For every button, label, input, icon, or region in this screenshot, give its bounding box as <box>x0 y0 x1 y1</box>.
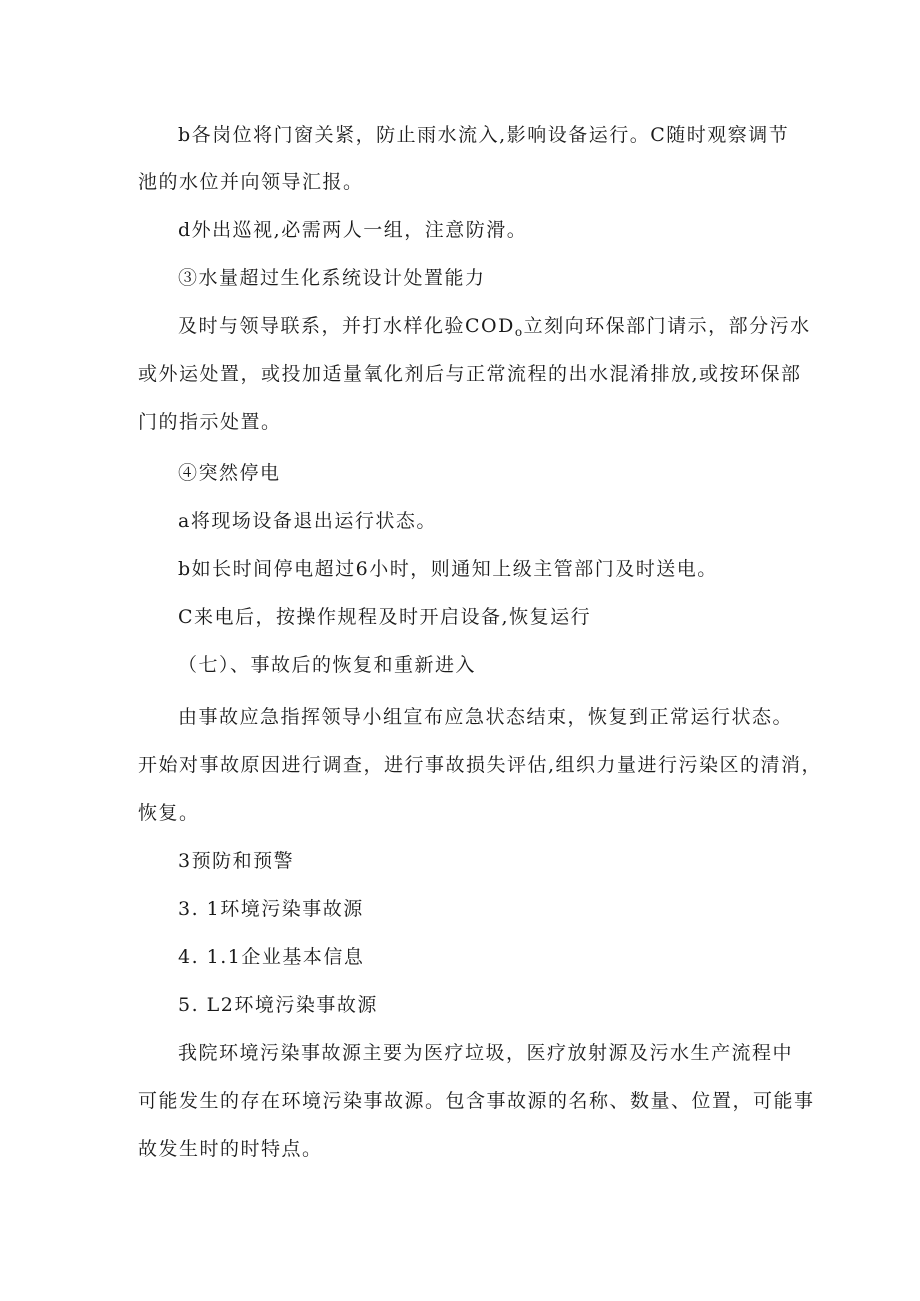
paragraph-line-22: 故发生时的时特点。 <box>138 1138 323 1160</box>
paragraph-line-10: b如长时间停电超过6小时，则通知上级主管部门及时送电。 <box>178 558 718 580</box>
section-heading-3-1: 3. 1环境污染事故源 <box>178 898 364 920</box>
paragraph-line-3: d外出巡视,必需两人一组，注意防滑。 <box>178 219 528 241</box>
section-heading-prevention: 3预防和预警 <box>178 850 295 872</box>
paragraph-line-21: 可能发生的存在环境污染事故源。包含事故源的名称、数量、位置，可能事 <box>138 1090 815 1112</box>
paragraph-line-7: 门的指示处置。 <box>138 411 282 433</box>
paragraph-line-14: 开始对事故原因进行调查，进行事故损失评估,组织力量进行污染区的清消， <box>138 754 823 776</box>
paragraph-line-1: b各岗位将门窗关紧，防止雨水流入,影响设备运行。C随时观察调节 <box>178 124 790 146</box>
cod-text: 及时与领导联系，并打水样化验COD <box>178 315 515 337</box>
cod-continuation: 立刻向环保部门请示，部分污水 <box>523 315 811 337</box>
section-heading-power-outage: ④突然停电 <box>178 462 281 484</box>
paragraph-line-9: a将现场设备退出运行状态。 <box>178 510 437 532</box>
paragraph-line-20: 我院环境污染事故源主要为医疗垃圾，医疗放射源及污水生产流程中 <box>178 1042 794 1064</box>
paragraph-line-5 <box>178 314 811 344</box>
paragraph-line-2: 池的水位并向领导汇报。 <box>138 171 364 193</box>
section-heading-4-1-1: 4. 1.1企业基本信息 <box>178 946 365 968</box>
paragraph-line-6: 或外运处置，或投加适量氧化剂后与正常流程的出水混淆排放,或按环保部 <box>138 363 802 385</box>
paragraph-line-15: 恢复。 <box>138 802 200 824</box>
paragraph-line-13: 由事故应急指挥领导小组宣布应急状态结束，恢复到正常运行状态。 <box>178 706 794 728</box>
cod-subscript: o <box>514 325 524 339</box>
section-heading-5-l2: 5. L2环境污染事故源 <box>178 994 378 1016</box>
paragraph-line-11: C来电后，按操作规程及时开启设备,恢复运行 <box>178 606 592 628</box>
section-heading-water-volume: ③水量超过生化系统设计处置能力 <box>178 267 486 289</box>
section-heading-recovery: （七）、事故后的恢复和重新进入 <box>178 654 477 676</box>
